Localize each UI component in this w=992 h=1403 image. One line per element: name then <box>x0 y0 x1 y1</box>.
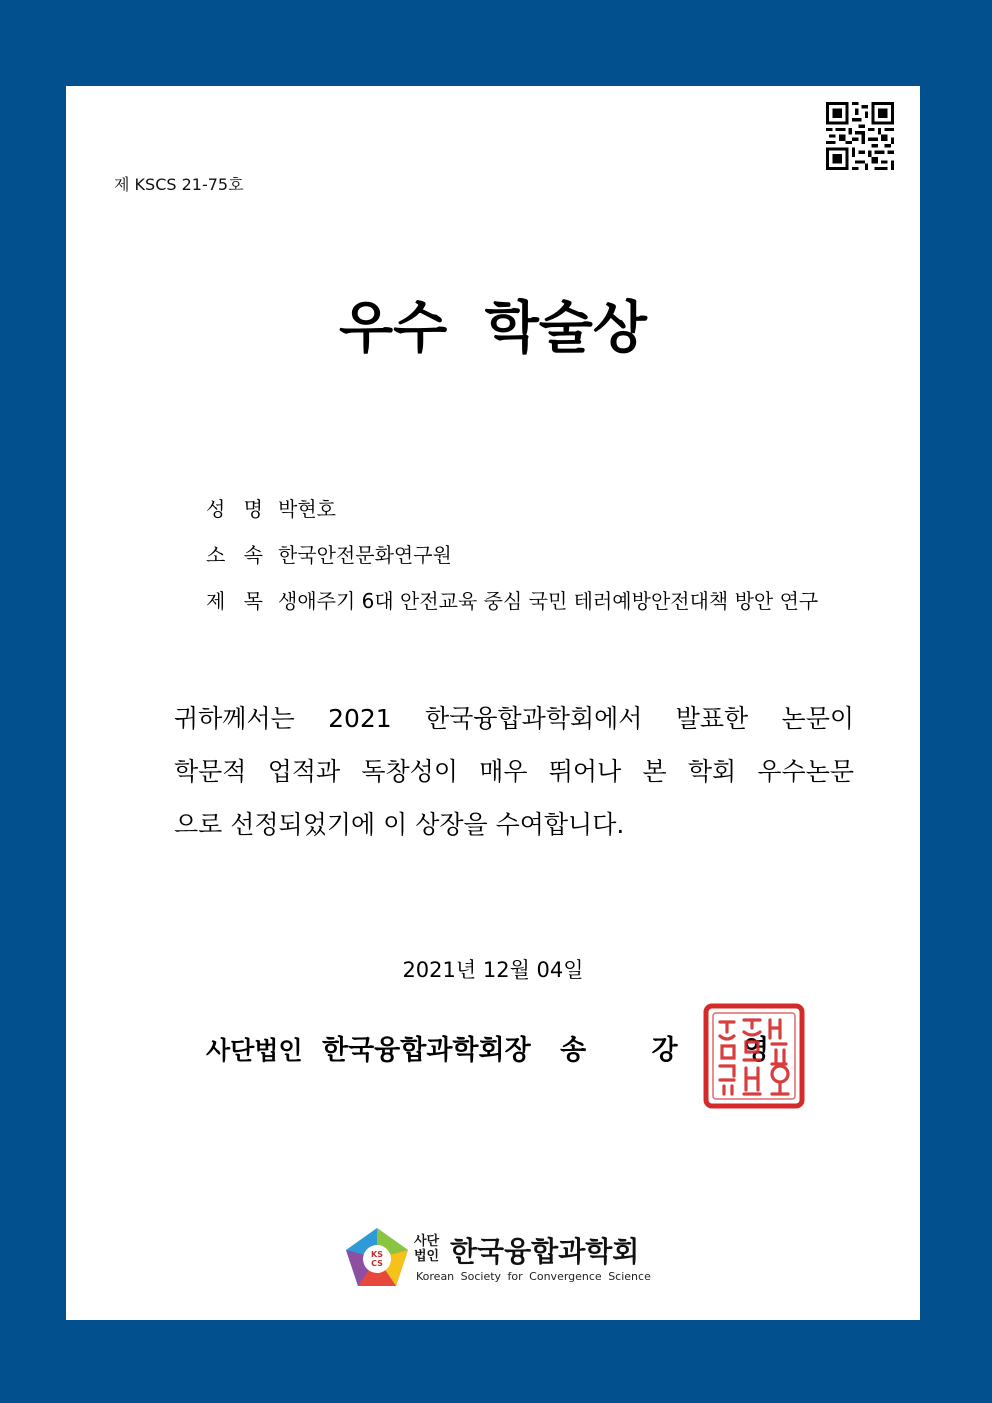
info-value: 한국안전문화연구원 <box>278 542 452 567</box>
info-label: 성 명 <box>206 496 269 521</box>
certificate-paper <box>66 86 920 1320</box>
certificate-title: 우수 학술상 <box>339 296 647 361</box>
society-logo <box>344 1226 664 1296</box>
seal-stamp-icon <box>702 1002 806 1110</box>
info-row-name <box>206 484 818 530</box>
award-date: 2021년 12월 04일 <box>402 958 584 982</box>
certificate-number: 제 KSCS 21-75호 <box>114 175 244 194</box>
info-label: 제 목 <box>206 588 269 613</box>
statement-line: 으로 선정되었기에 이 상장을 수여합니다. <box>174 810 625 839</box>
signer-org: 사단법인 <box>206 1036 303 1065</box>
signer-name: 송 강 영 <box>560 1035 798 1066</box>
info-value: 생애주기 6대 안전교육 중심 국민 테러예방안전대책 방안 연구 <box>278 588 819 613</box>
logo-english-name: Korean Society for Convergence Science <box>416 1270 651 1283</box>
info-row-affiliation <box>206 530 818 576</box>
signer-title: 한국융합과학회장 <box>322 1035 531 1066</box>
statement-line: 귀하께서는 2021 한국융합과학회에서 발표한 논문이 <box>174 704 854 733</box>
kscs-logo-icon <box>344 1226 410 1290</box>
logo-prefix: 사단법인 <box>414 1234 440 1264</box>
info-row-subject <box>206 576 818 622</box>
logo-name: 한국융합과학회 <box>450 1235 640 1268</box>
info-label: 소 속 <box>206 542 269 567</box>
award-statement <box>174 692 854 851</box>
qr-code-icon[interactable] <box>826 102 894 170</box>
statement-line: 학문적 업적과 독창성이 매우 뛰어나 본 학회 우수논문 <box>174 757 854 786</box>
svg-text:KS: KS <box>371 1250 383 1259</box>
recipient-info <box>206 484 818 622</box>
info-value: 박현호 <box>278 496 336 521</box>
svg-text:CS: CS <box>371 1259 383 1268</box>
